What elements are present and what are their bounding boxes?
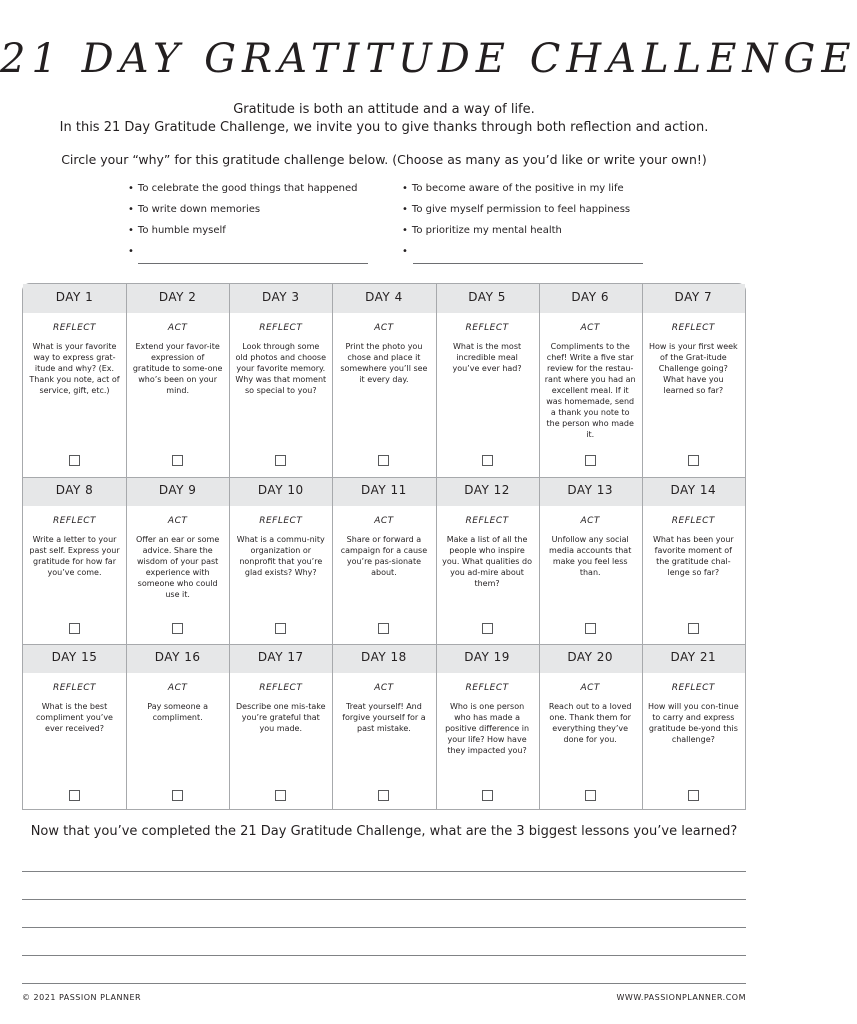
day-cell	[23, 284, 126, 477]
custom-reason-line-right[interactable]	[413, 263, 643, 264]
day-cell	[436, 284, 539, 477]
day-prompt: Pay someone a compliment.	[147, 702, 209, 722]
day-label: DAY 17	[257, 650, 304, 664]
day-prompt: Describe one mis-take you’re grateful that you made.	[236, 702, 326, 733]
day-prompt: What has been your favorite moment of the gratitude chal-lenge so far?	[652, 535, 734, 577]
day-cell	[23, 644, 126, 810]
day-label: DAY 11	[361, 483, 407, 497]
day-label: DAY 18	[361, 650, 407, 664]
intro-line-2: In this 21 Day Gratitude Challenge, we invite you to give thanks through both reflection and action.	[59, 120, 709, 135]
day-type: REFLECT	[465, 323, 509, 333]
reason-option[interactable]: • To humble myself	[128, 225, 226, 236]
day-type: REFLECT	[259, 683, 303, 693]
day-cell	[539, 284, 642, 477]
lesson-writing-line[interactable]	[22, 927, 746, 928]
day-prompt: Treat yourself! And forgive yourself for a past mistake.	[342, 702, 426, 733]
column-divider	[539, 284, 540, 810]
day-label: DAY 7	[674, 290, 713, 304]
day-label: DAY 20	[567, 650, 614, 664]
day-cell	[642, 644, 745, 810]
footer-website[interactable]: WWW.PASSIONPLANNER.COM	[616, 993, 746, 1002]
reason-option[interactable]: • To celebrate the good things that happened	[128, 183, 358, 194]
day-label: DAY 16	[154, 650, 201, 664]
day-prompt: Extend your favor-ite expression of gratitude to some-one who’s been on your mind.	[132, 342, 223, 395]
day-type: ACT	[580, 516, 600, 526]
day-label: DAY 10	[257, 483, 304, 497]
day-label: DAY 15	[51, 650, 98, 664]
day-cell	[332, 284, 435, 477]
column-divider	[229, 284, 230, 810]
day-cell	[23, 477, 126, 644]
day-checkbox[interactable]	[275, 455, 286, 466]
day-type: ACT	[167, 323, 188, 333]
day-checkbox[interactable]	[482, 790, 493, 801]
day-checkbox[interactable]	[482, 455, 493, 466]
day-cell	[436, 644, 539, 810]
day-label: DAY 1	[55, 290, 94, 304]
day-label: DAY 21	[670, 650, 717, 664]
day-cell	[436, 477, 539, 644]
day-prompt: Look through some old photos and choose your favorite memory. Why was that moment so special to you?	[235, 342, 327, 395]
day-type: ACT	[374, 323, 394, 333]
day-type: REFLECT	[465, 516, 509, 526]
lesson-writing-line[interactable]	[22, 983, 746, 984]
day-type: ACT	[580, 323, 600, 333]
day-checkbox[interactable]	[585, 790, 596, 801]
day-prompt: Compliments to the chef! Write a five star review for the restau-rant where you had an excellent meal. If it was homemade, send a thank you note to the person who made it.	[544, 342, 636, 439]
day-cell	[642, 477, 745, 644]
day-type: REFLECT	[259, 516, 303, 526]
day-type: REFLECT	[465, 683, 509, 693]
day-cell	[229, 644, 332, 810]
day-prompt: What is your favorite way to express grat-itude and why? (Ex. Thank you note, act of service, gift, etc.)	[29, 342, 120, 395]
reason-option[interactable]: • To write down memories	[128, 204, 261, 215]
custom-reason-line-left[interactable]	[138, 263, 368, 264]
custom-reason-bullet: •	[402, 246, 408, 257]
day-checkbox[interactable]	[378, 790, 389, 801]
day-cell	[332, 477, 435, 644]
day-label: DAY 14	[670, 483, 717, 497]
day-type: REFLECT	[52, 323, 97, 333]
reason-option[interactable]: • To become aware of the positive in my life	[402, 183, 624, 194]
day-checkbox[interactable]	[585, 623, 596, 634]
day-label: DAY 12	[464, 483, 510, 497]
column-divider	[642, 284, 643, 810]
day-checkbox[interactable]	[275, 623, 286, 634]
day-type: REFLECT	[671, 323, 715, 333]
day-label: DAY 3	[261, 290, 300, 304]
day-cell	[126, 644, 229, 810]
day-cell	[126, 477, 229, 644]
day-type: ACT	[374, 683, 394, 693]
day-checkbox[interactable]	[69, 623, 80, 634]
day-checkbox[interactable]	[69, 455, 80, 466]
lesson-writing-line[interactable]	[22, 955, 746, 956]
day-prompt: What is the most incredible meal you’ve ever had?	[452, 342, 522, 373]
lesson-writing-line[interactable]	[22, 899, 746, 900]
day-type: REFLECT	[671, 516, 715, 526]
day-cell	[229, 477, 332, 644]
day-checkbox[interactable]	[688, 455, 699, 466]
day-label: DAY 9	[158, 483, 197, 497]
day-prompt: What is the best compliment you’ve ever received?	[36, 702, 113, 733]
day-checkbox[interactable]	[172, 790, 183, 801]
lesson-writing-line[interactable]	[22, 871, 746, 872]
day-type: ACT	[167, 516, 188, 526]
day-type: REFLECT	[259, 323, 303, 333]
day-checkbox[interactable]	[275, 790, 286, 801]
day-type: ACT	[374, 516, 394, 526]
day-cell	[642, 284, 745, 477]
circle-why-prompt: Circle your “why” for this gratitude challenge below. (Choose as many as you’d like or write your own!)	[61, 152, 707, 167]
day-type: REFLECT	[52, 683, 97, 693]
day-type: REFLECT	[671, 683, 715, 693]
day-checkbox[interactable]	[688, 790, 699, 801]
page-title: 21 DAY GRATITUDE CHALLENGE	[0, 36, 857, 82]
day-checkbox[interactable]	[688, 623, 699, 634]
column-divider	[436, 284, 437, 810]
day-prompt: How is your first week of the Grat-itude Challenge going? What have you learned so far?	[649, 342, 738, 395]
day-checkbox[interactable]	[172, 623, 183, 634]
day-type: ACT	[580, 683, 600, 693]
day-label: DAY 4	[365, 290, 403, 304]
day-checkbox[interactable]	[172, 455, 183, 466]
day-cell	[539, 644, 642, 810]
day-checkbox[interactable]	[378, 623, 389, 634]
reason-option[interactable]: • To prioritize my mental health	[402, 225, 562, 236]
day-checkbox[interactable]	[69, 790, 80, 801]
day-cell	[126, 284, 229, 477]
footer-copyright: © 2021 PASSION PLANNER	[22, 993, 142, 1002]
day-prompt: What is a commu-nity organization or nonprofit that you’re glad exists? Why?	[236, 535, 325, 577]
day-prompt: Print the photo you chose and place it somewhere you’ll see it every day.	[340, 342, 428, 384]
day-prompt: Write a letter to your past self. Express your gratitude for how far you’ve come.	[29, 535, 120, 577]
day-checkbox[interactable]	[482, 623, 493, 634]
day-prompt: Who is one person who has made a positive difference in your life? How have they impacted you?	[445, 702, 530, 755]
lessons-prompt: Now that you’ve completed the 21 Day Gratitude Challenge, what are the 3 biggest lessons you’ve learned?	[30, 824, 738, 839]
day-prompt: Reach out to a loved one. Thank them for everything they’ve done for you.	[548, 702, 632, 744]
column-divider	[126, 284, 127, 810]
day-label: DAY 8	[55, 483, 94, 497]
day-prompt: How will you con-tinue to carry and express gratitude be-yond this challenge?	[648, 702, 739, 744]
day-label: DAY 13	[567, 483, 614, 497]
day-checkbox[interactable]	[378, 455, 389, 466]
column-divider	[332, 284, 333, 810]
day-checkbox[interactable]	[585, 455, 596, 466]
day-cell	[332, 644, 435, 810]
reason-option[interactable]: • To give myself permission to feel happiness	[402, 204, 631, 215]
day-type: ACT	[167, 683, 188, 693]
day-type: REFLECT	[52, 516, 97, 526]
day-label: DAY 2	[158, 290, 197, 304]
day-label: DAY 19	[464, 650, 510, 664]
intro-line-1: Gratitude is both an attitude and a way of life.	[233, 102, 535, 117]
day-prompt: Share or forward a campaign for a cause you’re pas-sionate about.	[340, 535, 428, 577]
day-cell	[539, 477, 642, 644]
day-prompt: Make a list of all the people who inspire you. What qualities do you ad-mire about them?	[442, 535, 532, 588]
day-prompt: Offer an ear or some advice. Share the wisdom of your past experience with someone who could use it.	[136, 535, 220, 599]
day-cell	[229, 284, 332, 477]
day-label: DAY 6	[571, 290, 609, 304]
challenge-calendar-grid	[22, 283, 746, 810]
day-label: DAY 5	[468, 290, 506, 304]
day-prompt: Unfollow any social media accounts that make you feel less than.	[549, 535, 632, 577]
custom-reason-bullet: •	[128, 246, 134, 257]
